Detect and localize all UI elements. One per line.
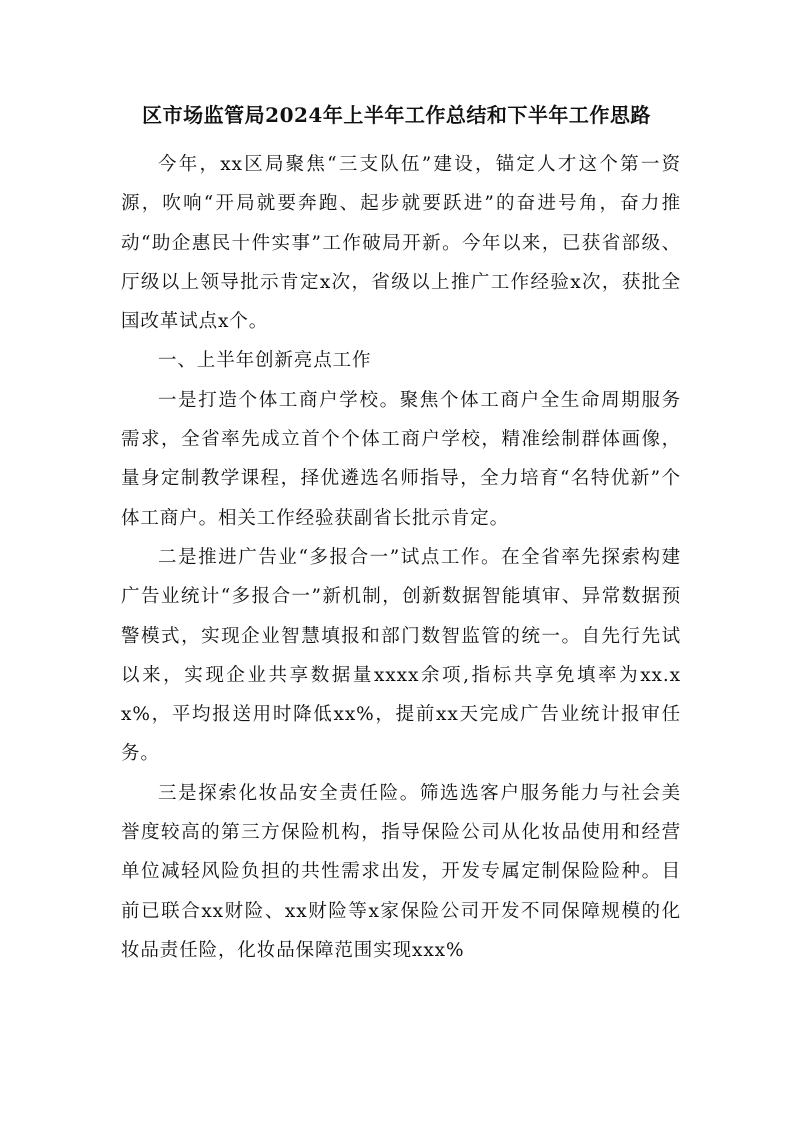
highlight-item-1: 一是打造个体工商户学校。聚焦个体工商户全生命周期服务需求，全省率先成立首个个体工商户学校，精准绘制群体画像，量身定制教学课程，择优遴选名师指导，全力培育“名特优新”个体工商户。相关工作经验获副省长批示肯定。	[121, 389, 681, 529]
document-body	[121, 145, 681, 970]
intro-paragraph: 今年，xx区局聚焦“三支队伍”建设，锚定人才这个第一资源，吹响“开局就要奔跑、起步就要跃进”的奋进号角，奋力推动“助企惠民十件实事”工作破局开新。今年以来，已获省部级、厅级以上领导批示肯定x次，省级以上推广工作经验x次，获批全国改革试点x个。	[121, 154, 681, 333]
document-title: 区市场监管局2024年上半年工作总结和下半年工作思路	[142, 103, 651, 127]
highlight-item-3: 三是探索化妆品安全责任险。筛选选客户服务能力与社会美誉度较高的第三方保险机构，指导保险公司从化妆品使用和经营单位减轻风险负担的共性需求出发，开发专属定制保险险种。目前已联合xx财险、xx财险等x家保险公司开发不同保障规模的化妆品责任险，化妆品保障范围实现xxx%	[121, 782, 681, 961]
highlight-item-2: 二是推进广告业“多报合一”试点工作。在全省率先探索构建广告业统计“多报合一”新机制，创新数据智能填审、异常数据预警模式，实现企业智慧填报和部门数智监管的统一。自先行先试以来，实现企业共享数据量xxxx余项,指标共享免填率为xx.xx%，平均报送用时降低xx%，提前xx天完成广告业统计报审任务。	[121, 546, 681, 765]
section-heading-first-half: 一、上半年创新亮点工作	[158, 350, 372, 372]
